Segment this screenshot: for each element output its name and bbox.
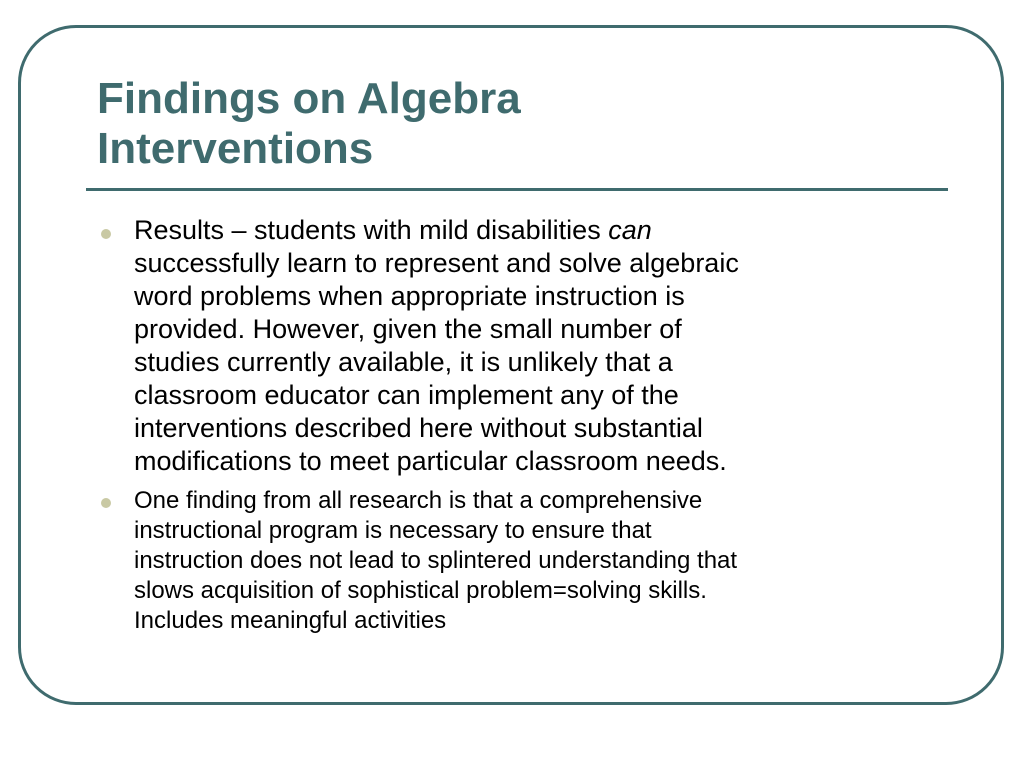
bullet-line: modifications to meet particular classroom needs. — [134, 446, 727, 476]
bullet-item-results — [97, 214, 927, 478]
bullet-dot-icon — [101, 498, 111, 508]
bullet-list — [97, 214, 927, 636]
bullet-line: word problems when appropriate instruction is — [134, 281, 685, 311]
title-line-1: Findings on Algebra — [97, 74, 521, 123]
bullet-line: One finding from all research is that a comprehensive — [134, 487, 703, 514]
title-line-2: Interventions — [97, 124, 374, 173]
bullet-line: classroom educator can implement any of the — [134, 380, 679, 410]
bullet-line: instruction does not lead to splintered understanding that — [134, 547, 738, 574]
bullet-line: instructional program is necessary to ensure that — [134, 517, 652, 544]
title-divider — [86, 188, 948, 191]
bullet-line: slows acquisition of sophistical problem=solving skills. — [134, 577, 707, 604]
bullet-line: interventions described here without substantial — [134, 413, 703, 443]
bullet-line: successfully learn to represent and solve algebraic — [134, 248, 739, 278]
slide-title — [97, 74, 937, 174]
bullet-line: Includes meaningful activities — [134, 607, 447, 634]
bullet-line: provided. However, given the small number of — [134, 314, 682, 344]
bullet-dot-icon — [101, 229, 111, 239]
bullet-item-finding — [97, 486, 927, 636]
bullet-line: studies currently available, it is unlikely that a — [134, 347, 673, 377]
bullet-text: Results – students with mild disabilities — [134, 215, 609, 245]
bullet-line — [134, 214, 927, 247]
emphasis-text: can — [608, 215, 652, 245]
